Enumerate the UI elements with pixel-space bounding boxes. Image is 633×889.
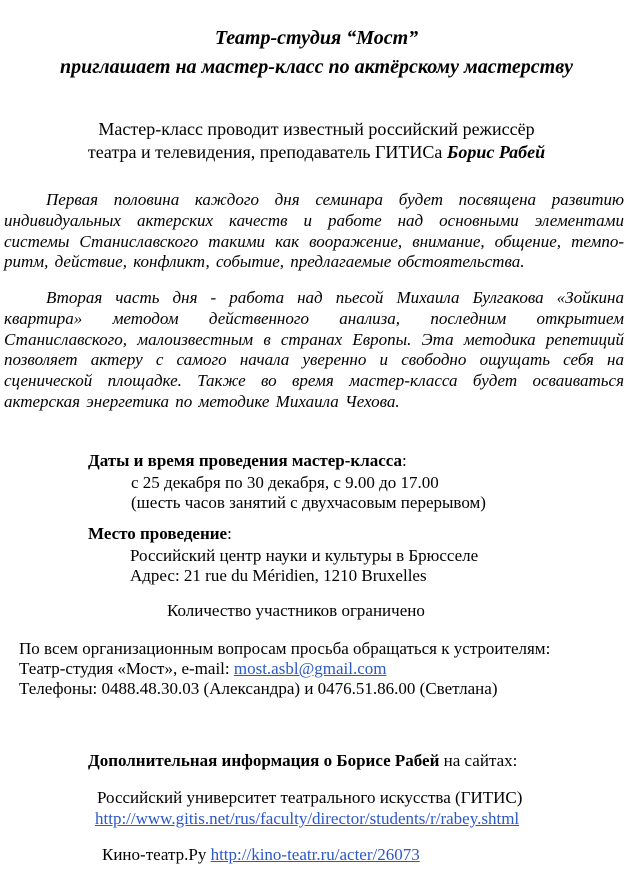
subtitle-line-2-text: театра и телевидения, преподаватель ГИТИСа — [87, 142, 447, 162]
dates-value: с 25 декабря по 30 декабря, с 9.00 до 17.00 — [131, 473, 439, 492]
venue-heading — [88, 524, 232, 544]
document-subtitle — [0, 118, 633, 164]
dates-heading-text: Даты и время проведения мастер-класса — [88, 451, 403, 470]
dates-heading-colon: : — [402, 451, 407, 470]
venue-heading-colon: : — [227, 524, 232, 543]
document-title — [0, 24, 633, 82]
dates-heading — [88, 451, 407, 471]
lecturer-name: Борис Рабей — [446, 142, 546, 162]
kino-teatr-link[interactable]: http://kino-teatr.ru/acter/26073 — [210, 845, 420, 864]
participants-note: Количество участников ограничено — [167, 601, 425, 620]
paragraph-seminar-second-half: Вторая часть дня - работа над пьесой Михаила Булгакова «Зойкина квартира» методом действенного анализа, последним открытием Станиславского, малоизвестным в странах Европы. Эта методика репетиций позволяет актеру с самого начала уверенно и свободно ощущать себя на сценической площадке. Также во время мастер-класса будет осваиваться актерская энергетика по методике Михаила Чехова. — [4, 288, 624, 411]
kino-teatr-label: Кино-театр.Ру — [102, 845, 211, 864]
contacts-email-prefix: Театр-студия «Мост», e-mail: — [19, 659, 234, 678]
extra-info-heading — [88, 751, 517, 771]
contacts-intro: По всем организационным вопросам просьба обращаться к устроителям: — [19, 639, 551, 658]
contacts-phones: Телефоны: 0488.48.30.03 (Александра) и 0476.51.86.00 (Светлана) — [19, 679, 498, 698]
email-link[interactable]: most.asbl@gmail.com — [233, 659, 387, 678]
title-line-2: приглашает на мастер-класс по актёрскому мастерству — [59, 56, 574, 78]
kino-teatr-line — [102, 845, 420, 865]
extra-info-heading-rest: на сайтах: — [439, 751, 518, 770]
venue-address: Адрес: 21 rue du Méridien, 1210 Bruxelles — [130, 566, 427, 585]
subtitle-line-2 — [0, 141, 633, 164]
contacts-email-line — [19, 659, 386, 679]
gitis-link[interactable]: http://www.gitis.net/rus/faculty/director/students/r/rabey.shtml — [95, 809, 520, 828]
gitis-title: Российский университет театрального искусства (ГИТИС) — [97, 788, 523, 807]
venue-heading-text: Место проведение — [88, 524, 228, 543]
subtitle-line-1: Мастер-класс проводит известный российский режиссёр — [98, 119, 535, 139]
paragraph-seminar-first-half: Первая половина каждого дня семинара будет посвящена развитию индивидуальных актерских качеств и работе над основными элементами системы Станиславского такими как вооражение, внимание, общение, темпо-ритм, действие, конфликт, событие, предлагаемые обстоятельства. — [4, 190, 624, 272]
venue-name: Российский центр науки и культуры в Брюсселе — [130, 546, 479, 565]
extra-info-heading-bold: Дополнительная информация о Борисе Рабей — [88, 751, 440, 770]
dates-note: (шесть часов занятий с двухчасовым перерывом) — [131, 493, 486, 512]
title-line-1: Театр-студия “Мост” — [214, 27, 419, 49]
